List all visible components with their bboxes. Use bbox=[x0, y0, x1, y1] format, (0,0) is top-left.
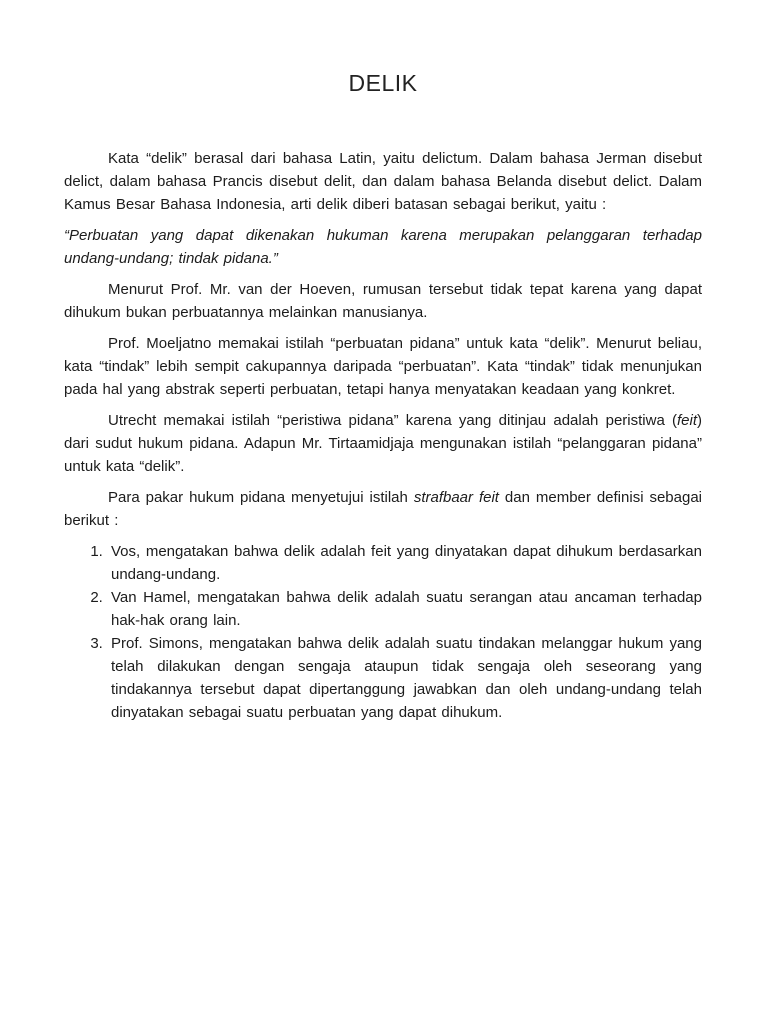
paragraph-moeljatno: Prof. Moeljatno memakai istilah “perbuatan pidana” untuk kata “delik”. Menurut beliau, kata “tindak” lebih sempit cakupannya daripada “perbuatan”. Kata “tindak” tidak menunjukan pada hal yang abstrak seperti perbuatan, tetapi hanya menyatakan keadaan yang konkret. bbox=[64, 335, 702, 398]
list-item-simons: 3. Prof. Simons, mengatakan bahwa delik adalah suatu tindakan melanggar hukum yang telah dilakukan dengan sengaja ataupun tidak sengaja oleh seseorang yang tindakannya tersebut dapat dipertanggung jawabkan dan oleh undang-undang telah dinyatakan sebagai suatu perbuatan yang dapat dihukum. bbox=[108, 632, 702, 724]
paragraph-intro: Kata “delik” berasal dari bahasa Latin, yaitu delictum. Dalam bahasa Jerman disebut delict, dalam bahasa Prancis disebut delit, dan dalam bahasa Belanda disebut delict. Dalam Kamus Besar Bahasa Indonesia, arti delik diberi batasan sebagai berikut, yaitu : bbox=[64, 150, 702, 213]
paragraph-van-der-hoeven: Menurut Prof. Mr. van der Hoeven, rumusan tersebut tidak tepat karena yang dapat dihukum bukan perbuatannya melainkan manusianya. bbox=[64, 281, 702, 321]
paragraph-para-pakar-text: Para pakar hukum pidana menyetujui istilah bbox=[108, 489, 414, 506]
page-title: DELIK bbox=[348, 70, 418, 96]
paragraph-para-pakar bbox=[64, 486, 702, 532]
term-feit: feit bbox=[676, 412, 697, 429]
paragraph-utrecht bbox=[64, 409, 702, 478]
paragraph-para-pakar-text-cont: dan member definisi sebagai berikut : bbox=[64, 489, 703, 529]
list-item-van-hamel: 2. Van Hamel, mengatakan bahwa delik adalah suatu serangan atau ancaman terhadap hak-hak orang lain. bbox=[108, 586, 702, 632]
paragraph-definition-quote: “Perbuatan yang dapat dikenakan hukuman karena merupakan pelanggaran terhadap undang-undang; tindak pidana.” bbox=[64, 227, 702, 267]
list-item-vos: 1. Vos, mengatakan bahwa delik adalah feit yang dinyatakan dapat dihukum berdasarkan undang-undang. bbox=[108, 540, 702, 586]
term-strafbaar-feit: strafbaar feit bbox=[413, 489, 499, 506]
definition-list bbox=[64, 540, 702, 724]
paragraph-utrecht-text: Utrecht memakai istilah “peristiwa pidana” karena yang ditinjau adalah peristiwa ( bbox=[108, 412, 677, 429]
paragraph-utrecht-text-cont: ) dari sudut hukum pidana. Adapun Mr. Tirtaamidjaja mengunakan istilah “pelanggaran pidana” untuk kata “delik”. bbox=[64, 412, 702, 475]
